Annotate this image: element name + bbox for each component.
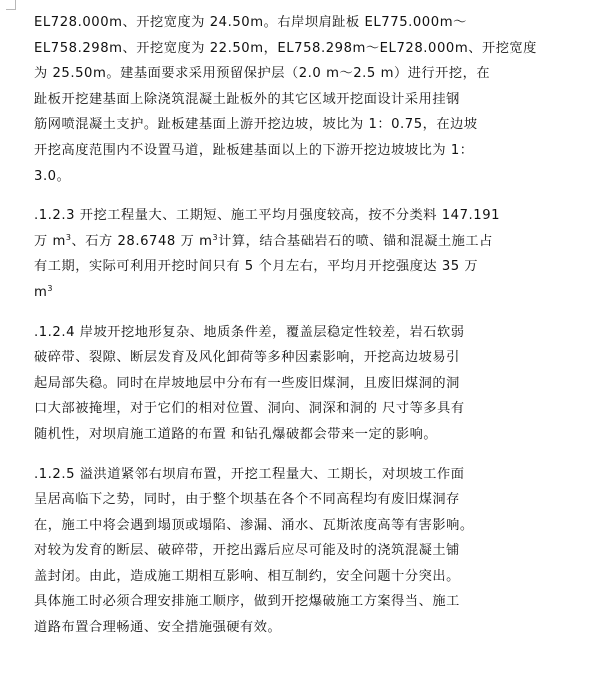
text-line: .1.2.5 溢洪道紧邻右坝肩布置，开挖工程量大、工期长，对坝坡工作面 (34, 466, 465, 482)
text-line: .1.2.4 岸坡开挖地形复杂、地质条件差，覆盖层稳定性较差，岩石软弱 (34, 324, 465, 340)
text-line: 为 25.50m。建基面要求采用预留保护层（2.0 m～2.5 m）进行开挖，在 (34, 66, 491, 82)
text-line: 对较为发育的断层、破碎带，开挖出露后应尽可能及时的浇筑混凝土铺 (34, 543, 460, 559)
text-line: 筋网喷混凝土支护。趾板建基面上游开挖边坡，坡比为 1：0.75，在边坡 (34, 117, 478, 133)
text-line-with-superscript (34, 280, 602, 306)
text-fragment: m (34, 284, 48, 300)
text-line: 3.0。 (34, 168, 71, 184)
page-margin-mark (6, 0, 16, 10)
text-fragment: 、石方 28.6748 万 m (71, 233, 213, 249)
superscript-cubic: 3 (212, 232, 219, 242)
text-line: 破碎带、裂隙、断层发育及风化卸荷等多种因素影响，开挖高边坡易引 (34, 350, 460, 366)
text-line-with-superscripts (34, 229, 602, 255)
text-line: 起局部失稳。同时在岸坡地层中分布有一些废旧煤洞，且废旧煤洞的洞 (34, 375, 460, 391)
superscript-cubic: 3 (47, 283, 54, 293)
text-line: 盖封闭。由此，造成施工期相互影响、相互制约，安全问题十分突出。 (34, 568, 460, 584)
paragraph-toe-slab-excavation (34, 10, 602, 189)
text-line: 在，施工中将会遇到塌顶或塌陷、渗漏、涌水、瓦斯浓度高等有害影响。 (34, 517, 474, 533)
text-line: 口大部被掩埋，对于它们的相对位置、洞向、洞深和洞的 尺寸等多具有 (34, 401, 465, 417)
text-line: 趾板开挖建基面上除浇筑混凝土趾板外的其它区域开挖面设计采用挂钢 (34, 91, 460, 107)
superscript-cubic: 3 (65, 232, 72, 242)
text-line: 开挖高度范围内不设置马道，趾板建基面以上的下游开挖边坡坡比为 1： (34, 142, 474, 158)
paragraph-1-2-3 (34, 203, 602, 305)
text-line: EL758.298m、开挖宽度为 22.50m，EL758.298m～EL728.000m、开挖宽度 (34, 40, 537, 56)
text-line: 呈居高临下之势，同时，由于整个坝基在各个不同高程均有废旧煤洞存 (34, 492, 460, 508)
paragraph-1-2-5 (34, 462, 602, 641)
text-fragment: 万 m (34, 233, 66, 249)
text-line: 随机性，对坝肩施工道路的布置 和钻孔爆破都会带来一定的影响。 (34, 426, 438, 442)
paragraph-1-2-4 (34, 320, 602, 448)
text-fragment: 计算，结合基础岩石的喷、锚和混凝土施工占 (218, 233, 493, 249)
text-line: 有工期，实际可利用开挖时间只有 5 个月左右，平均月开挖强度达 35 万 (34, 259, 479, 275)
text-line: 具体施工时必须合理安排施工顺序，做到开挖爆破施工方案得当、施工 (34, 594, 460, 610)
text-line: 道路布置合理畅通、安全措施强硬有效。 (34, 620, 282, 636)
text-line: EL728.000m、开挖宽度为 24.50m。右岸坝肩趾板 EL775.000m～ (34, 15, 467, 30)
document-body (34, 10, 602, 655)
text-line: .1.2.3 开挖工程量大、工期短、施工平均月强度较高，按不分类料 147.191 (34, 208, 501, 224)
